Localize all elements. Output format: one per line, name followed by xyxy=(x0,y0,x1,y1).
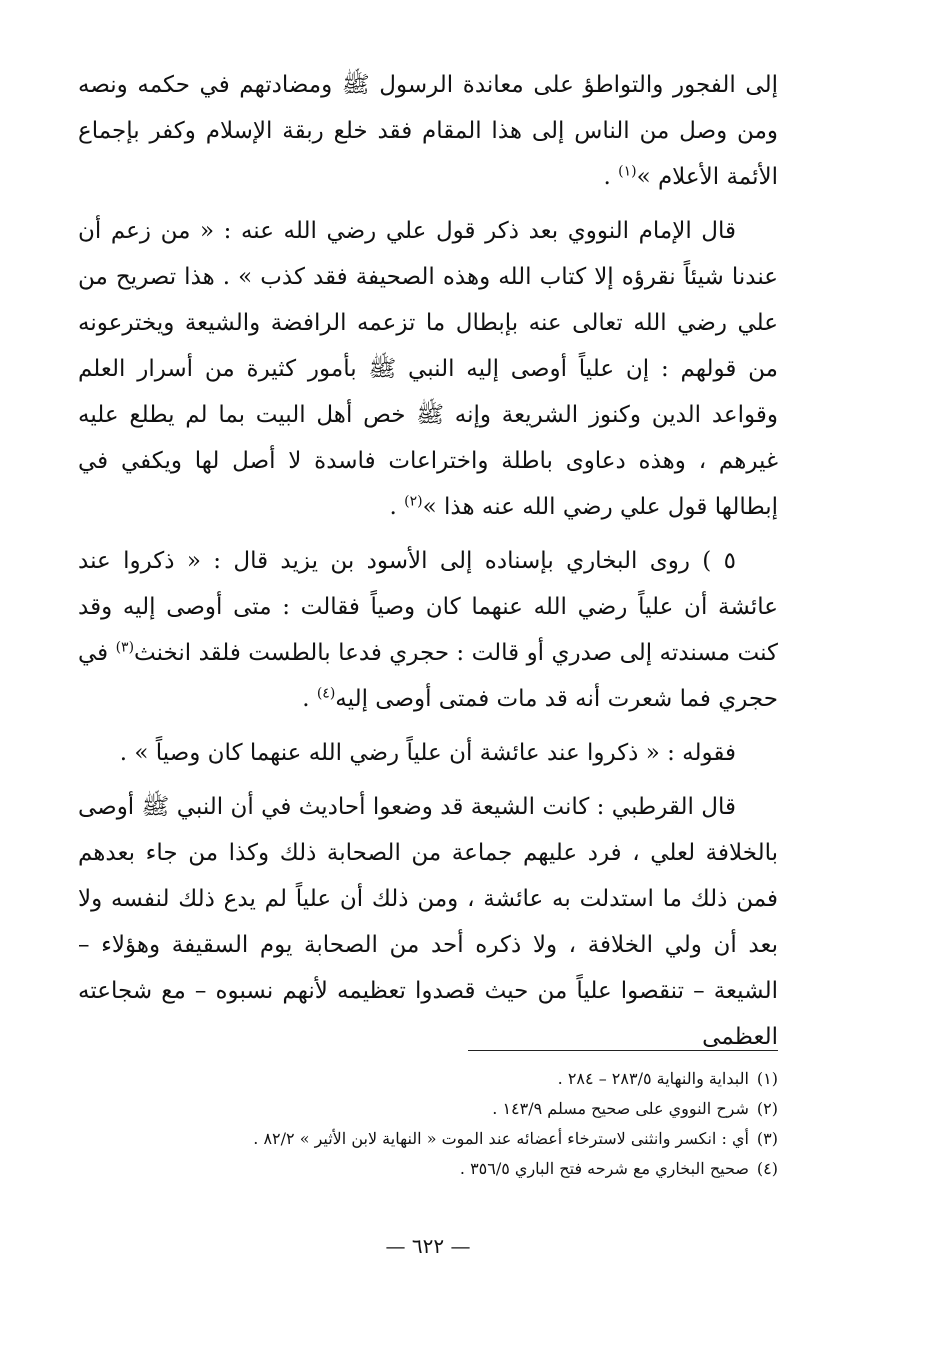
footnote-2 xyxy=(78,1094,778,1124)
paragraph-1-tail: . xyxy=(603,164,619,190)
paragraph-5-text: قال القرطبي : كانت الشيعة قد وضعوا أحاديث في أن النبي ﷺ أوصى بالخلافة لعلي ، فرد عليهم جماعة من الصحابة ذلك وكذا من جاء بعدهم فمن ذلك ما استدلت به عائشة ، ومن ذلك أن علياً لم يدع ذلك لنفسه ولا بعد أن ولي الخلافة ، ولا ذكره أحد من الصحابة يوم السقيفة وهؤلاء – الشيعة – تنقصوا علياً من حيث قصدوا تعظيمه لأنهم نسبوه – مع شجاعته العظمى xyxy=(78,794,778,1050)
footnote-number: (٢) xyxy=(756,1099,778,1118)
paragraph-4 xyxy=(78,730,778,776)
paragraph-3 xyxy=(78,538,778,722)
paragraph-2-tail: . xyxy=(389,494,405,520)
footnote-3 xyxy=(78,1124,778,1154)
footnote-text: صحيح البخاري مع شرحه فتح الباري ٣٥٦/٥ . xyxy=(459,1159,749,1178)
paragraph-3-text: ٥ ) روى البخاري بإسناده إلى الأسود بن يزيد قال : « ذكروا عند عائشة أن علياً رضي الله عنهما كان وصياً فقالت : متى أوصى إليه وقد كنت مسندته إلى صدري أو قالت : حجري فدعا بالطست فلقد انخنث xyxy=(78,548,778,666)
footnote-4 xyxy=(78,1154,778,1184)
paragraph-1 xyxy=(78,62,778,200)
body-text xyxy=(78,62,778,1060)
paragraph-5 xyxy=(78,784,778,1060)
paragraph-2-text: قال الإمام النووي بعد ذكر قول علي رضي الله عنه : « من زعم أن عندنا شيئاً نقرؤه إلا كتاب الله وهذه الصحيفة فقد كذب » . هذا تصريح من علي رضي الله تعالى عنه بإبطال ما تزعمه الرافضة والشيعة ويخترعونه من قولهم : إن علياً أوصى إليه النبي ﷺ بأمور كثيرة من أسرار العلم وقواعد الدين وكنوز الشريعة وإنه ﷺ خص أهل البيت بما لم يطلع عليه غيرهم ، وهذه دعاوى باطلة واختراعات فاسدة لا أصل لها ويكفي في إبطالها قول علي رضي الله عنه هذا » xyxy=(78,218,779,520)
paragraph-3-tail: في حجري فما شعرت أنه قد مات فمتى أوصى إليه xyxy=(78,640,778,712)
footnote-number: (٤) xyxy=(756,1159,778,1178)
footnote-text: البداية والنهاية ٢٨٣/٥ – ٢٨٤ . xyxy=(557,1069,749,1088)
footnote-ref-1: (١) xyxy=(618,163,637,180)
footnote-separator xyxy=(468,1050,778,1051)
footnote-ref-3: (٣) xyxy=(115,639,135,656)
footnotes xyxy=(78,1064,778,1184)
paragraph-4-text: فقوله : « ذكروا عند عائشة أن علياً رضي الله عنهما كان وصياً » . xyxy=(119,740,736,766)
footnote-text: أي : انكسر وانثنى لاسترخاء أعضائه عند الموت « النهاية لابن الأثير » ٨٢/٢ . xyxy=(253,1129,749,1148)
footnote-number: (١) xyxy=(756,1069,778,1088)
footnote-1 xyxy=(78,1064,778,1094)
page-number: — ٦٢٢ — xyxy=(385,1234,471,1258)
footnote-ref-4: (٤) xyxy=(316,685,336,702)
paragraph-3-tail-2: . xyxy=(302,686,317,712)
book-page xyxy=(78,62,778,1302)
paragraph-1-text: إلى الفجور والتواطؤ على معاندة الرسول ﷺ ومضادتهم في حكمه ونصه ومن وصل من الناس إلى هذا المقام فقد خلع ربقة الإسلام وكفر بإجماع الأئمة الأعلام » xyxy=(78,72,778,190)
footnote-ref-2: (٢) xyxy=(404,493,423,510)
footnote-text: شرح النووي على صحيح مسلم ١٤٣/٩ . xyxy=(492,1099,749,1118)
footnote-number: (٣) xyxy=(756,1129,778,1148)
paragraph-2 xyxy=(78,208,778,530)
